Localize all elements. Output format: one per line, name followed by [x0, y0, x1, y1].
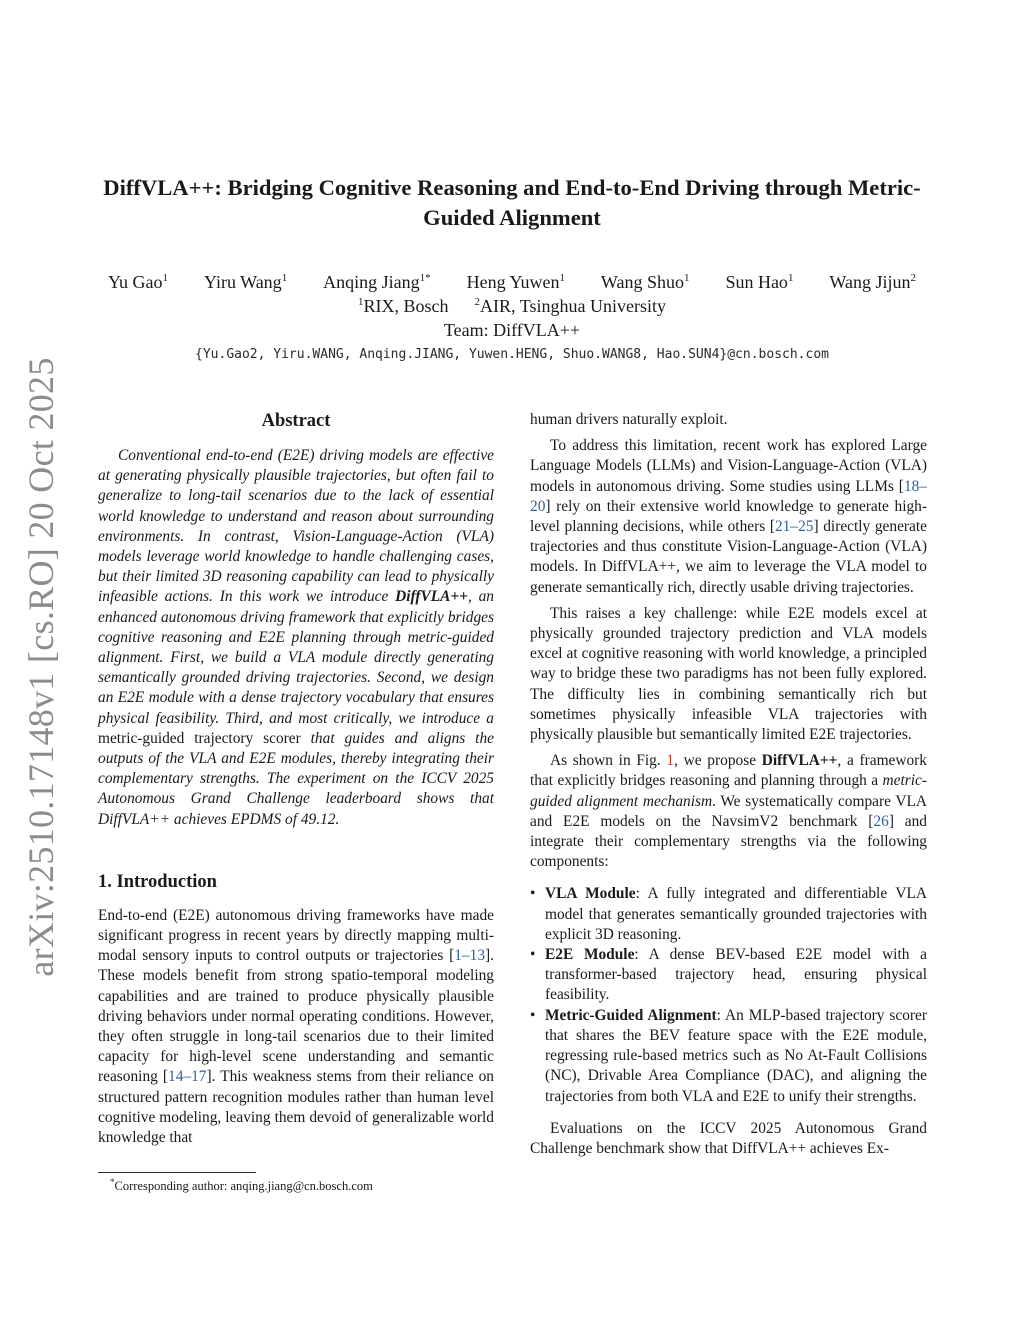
author: Heng Yuwen$^1$: [466, 272, 565, 292]
arxiv-identifier: arXiv:2510.17148v1 [cs.RO] 20 Oct 2025: [21, 357, 61, 977]
citation-link[interactable]: 18–20: [530, 477, 927, 515]
author: Yiru Wang$^1$: [203, 272, 288, 292]
author: Yu Gao$^1$: [108, 272, 168, 292]
footnote: *Corresponding author: anqing.jiang@cn.bosch.com: [110, 1177, 373, 1193]
intro-paragraph: End-to-end (E2E) autonomous driving frameworks have made significant progress in recent years by directly mapping multi-modal sensory inputs to control outputs or trajectories [1–13]. These models benefit from strong spatio-temporal modeling capabilities and are trained to produce physically plausible driving behaviors under normal operating conditions. However, they often struggle in long-tail scenarios due to their limited capacity for high-level scene understanding and semantic reasoning [14–17]. This weakness stems from their reliance on structured pattern recognition modules rather than human level cognitive modeling, leaving them devoid of generalizable world knowledge that: [98, 906, 495, 1147]
abstract-heading: Abstract: [261, 411, 331, 431]
footnote-divider: [98, 1172, 256, 1173]
figure-link[interactable]: 1: [666, 752, 675, 770]
author-emails: {Yu.Gao2, Yiru.WANG, Anqing.JIANG, Yuwen.HENG, Shuo.WANG8, Hao.SUN4}@cn.bosch.com: [195, 347, 829, 362]
citation-link[interactable]: 21–25: [774, 518, 814, 536]
affiliations: [100, 293, 924, 319]
right-column: [530, 410, 927, 1159]
body-paragraph: To address this limitation, recent work has explored Large Language Models (LLMs) and Vision-Language-Action (VLA) models in autonomous driving. Some studies using LLMs [18–20] rely on their extensive world knowledge to generate high-level planning decisions, while others [21–25] directly generate trajectories and thus constitute Vision-Language-Action (VLA) models. In DiffVLA++, we aim to leverage the VLA model to generate semantically rich, directly usable driving trajectories.: [530, 437, 927, 596]
citation-link[interactable]: 1–13: [454, 947, 486, 965]
author-list: [80, 269, 944, 295]
component-list: [530, 884, 927, 1106]
citation-link[interactable]: 26: [873, 812, 889, 830]
affiliation: $^1$RIX, Bosch: [358, 296, 449, 316]
body-paragraph: As shown in Fig. 1, we propose DiffVLA++, a framework that explicitly bridges reasoning and planning through a metric-guided alignment mechanism. We systematically compare VLA and E2E models on the NavsimV2 benchmark [26] and integrate their complementary strengths via the following components:: [530, 752, 927, 871]
section-heading-introduction: 1. Introduction: [98, 871, 217, 892]
author: Anqing Jiang$^{1*}$: [323, 272, 431, 292]
paper-title: DiffVLA++: Bridging Cognitive Reasoning and End-to-End Driving through Metric-Guided Alignment: [103, 175, 921, 230]
list-item: • VLA Module: A fully integrated and differentiable VLA model that generates semantically grounded trajectories with explicit 3D reasoning.: [530, 884, 927, 945]
left-column: [98, 408, 494, 1148]
affiliation: $^2$AIR, Tsinghua University: [474, 296, 666, 316]
list-item: • Metric-Guided Alignment: An MLP-based trajectory scorer that shares the BEV feature space with the E2E module, regressing rule-based metrics such as No At-Fault Collisions (NC), Drivable Area Compliance (DAC), and aligning the trajectories from both VLA and E2E to unify their strengths.: [530, 1006, 927, 1107]
abstract-text: Conventional end-to-end (E2E) driving models are effective at generating physically plausible trajectories, but often fail to generalize to long-tail scenarios due to the lack of essential world knowledge to understand and reason about surrounding environments. In contrast, Vision-Language-Action (VLA) models leverage world knowledge to handle challenging cases, but their limited 3D reasoning capability can lead to physically infeasible actions. In this work we introduce DiffVLA++, an enhanced autonomous driving framework that explicitly bridges cognitive reasoning and E2E planning through metric-guided alignment. First, we build a VLA module directly generating semantically grounded driving trajectories. Second, we design an E2E module with a dense trajectory vocabulary that ensures physical feasibility. Third, and most critically, we introduce a metric-guided trajectory scorer that guides and aligns the outputs of the VLA and E2E modules, thereby integrating their complementary strengths. The experiment on the ICCV 2025 Autonomous Grand Challenge leaderboard shows that DiffVLA++ achieves EPDMS of 49.12.: [98, 447, 494, 828]
continued-paragraph: human drivers naturally exploit.: [530, 411, 728, 428]
citation-link[interactable]: 14–17: [168, 1068, 207, 1086]
author: Wang Shuo$^1$: [600, 272, 690, 292]
body-paragraph: This raises a key challenge: while E2E models excel at physically grounded trajectory prediction and VLA models excel at cognitive reasoning with world knowledge, a principled way to bridge these two paradigms has not been fully explored. The difficulty lies in combining semantically rich but sometimes physically infeasible VLA trajectories with physically plausible but semantically limited E2E trajectories.: [530, 604, 927, 744]
list-item: • E2E Module: A dense BEV-based E2E model with a transformer-based trajectory head, ensuring physical feasibility.: [530, 945, 927, 1006]
team-name: Team: DiffVLA++: [443, 320, 581, 340]
arxiv-side-stamp: [6, 357, 76, 977]
body-paragraph: Evaluations on the ICCV 2025 Autonomous Grand Challenge benchmark show that DiffVLA++ achieves Ex-: [530, 1119, 927, 1157]
author: Wang Jijun$^2$: [829, 272, 916, 292]
author: Sun Hao$^1$: [725, 272, 794, 292]
